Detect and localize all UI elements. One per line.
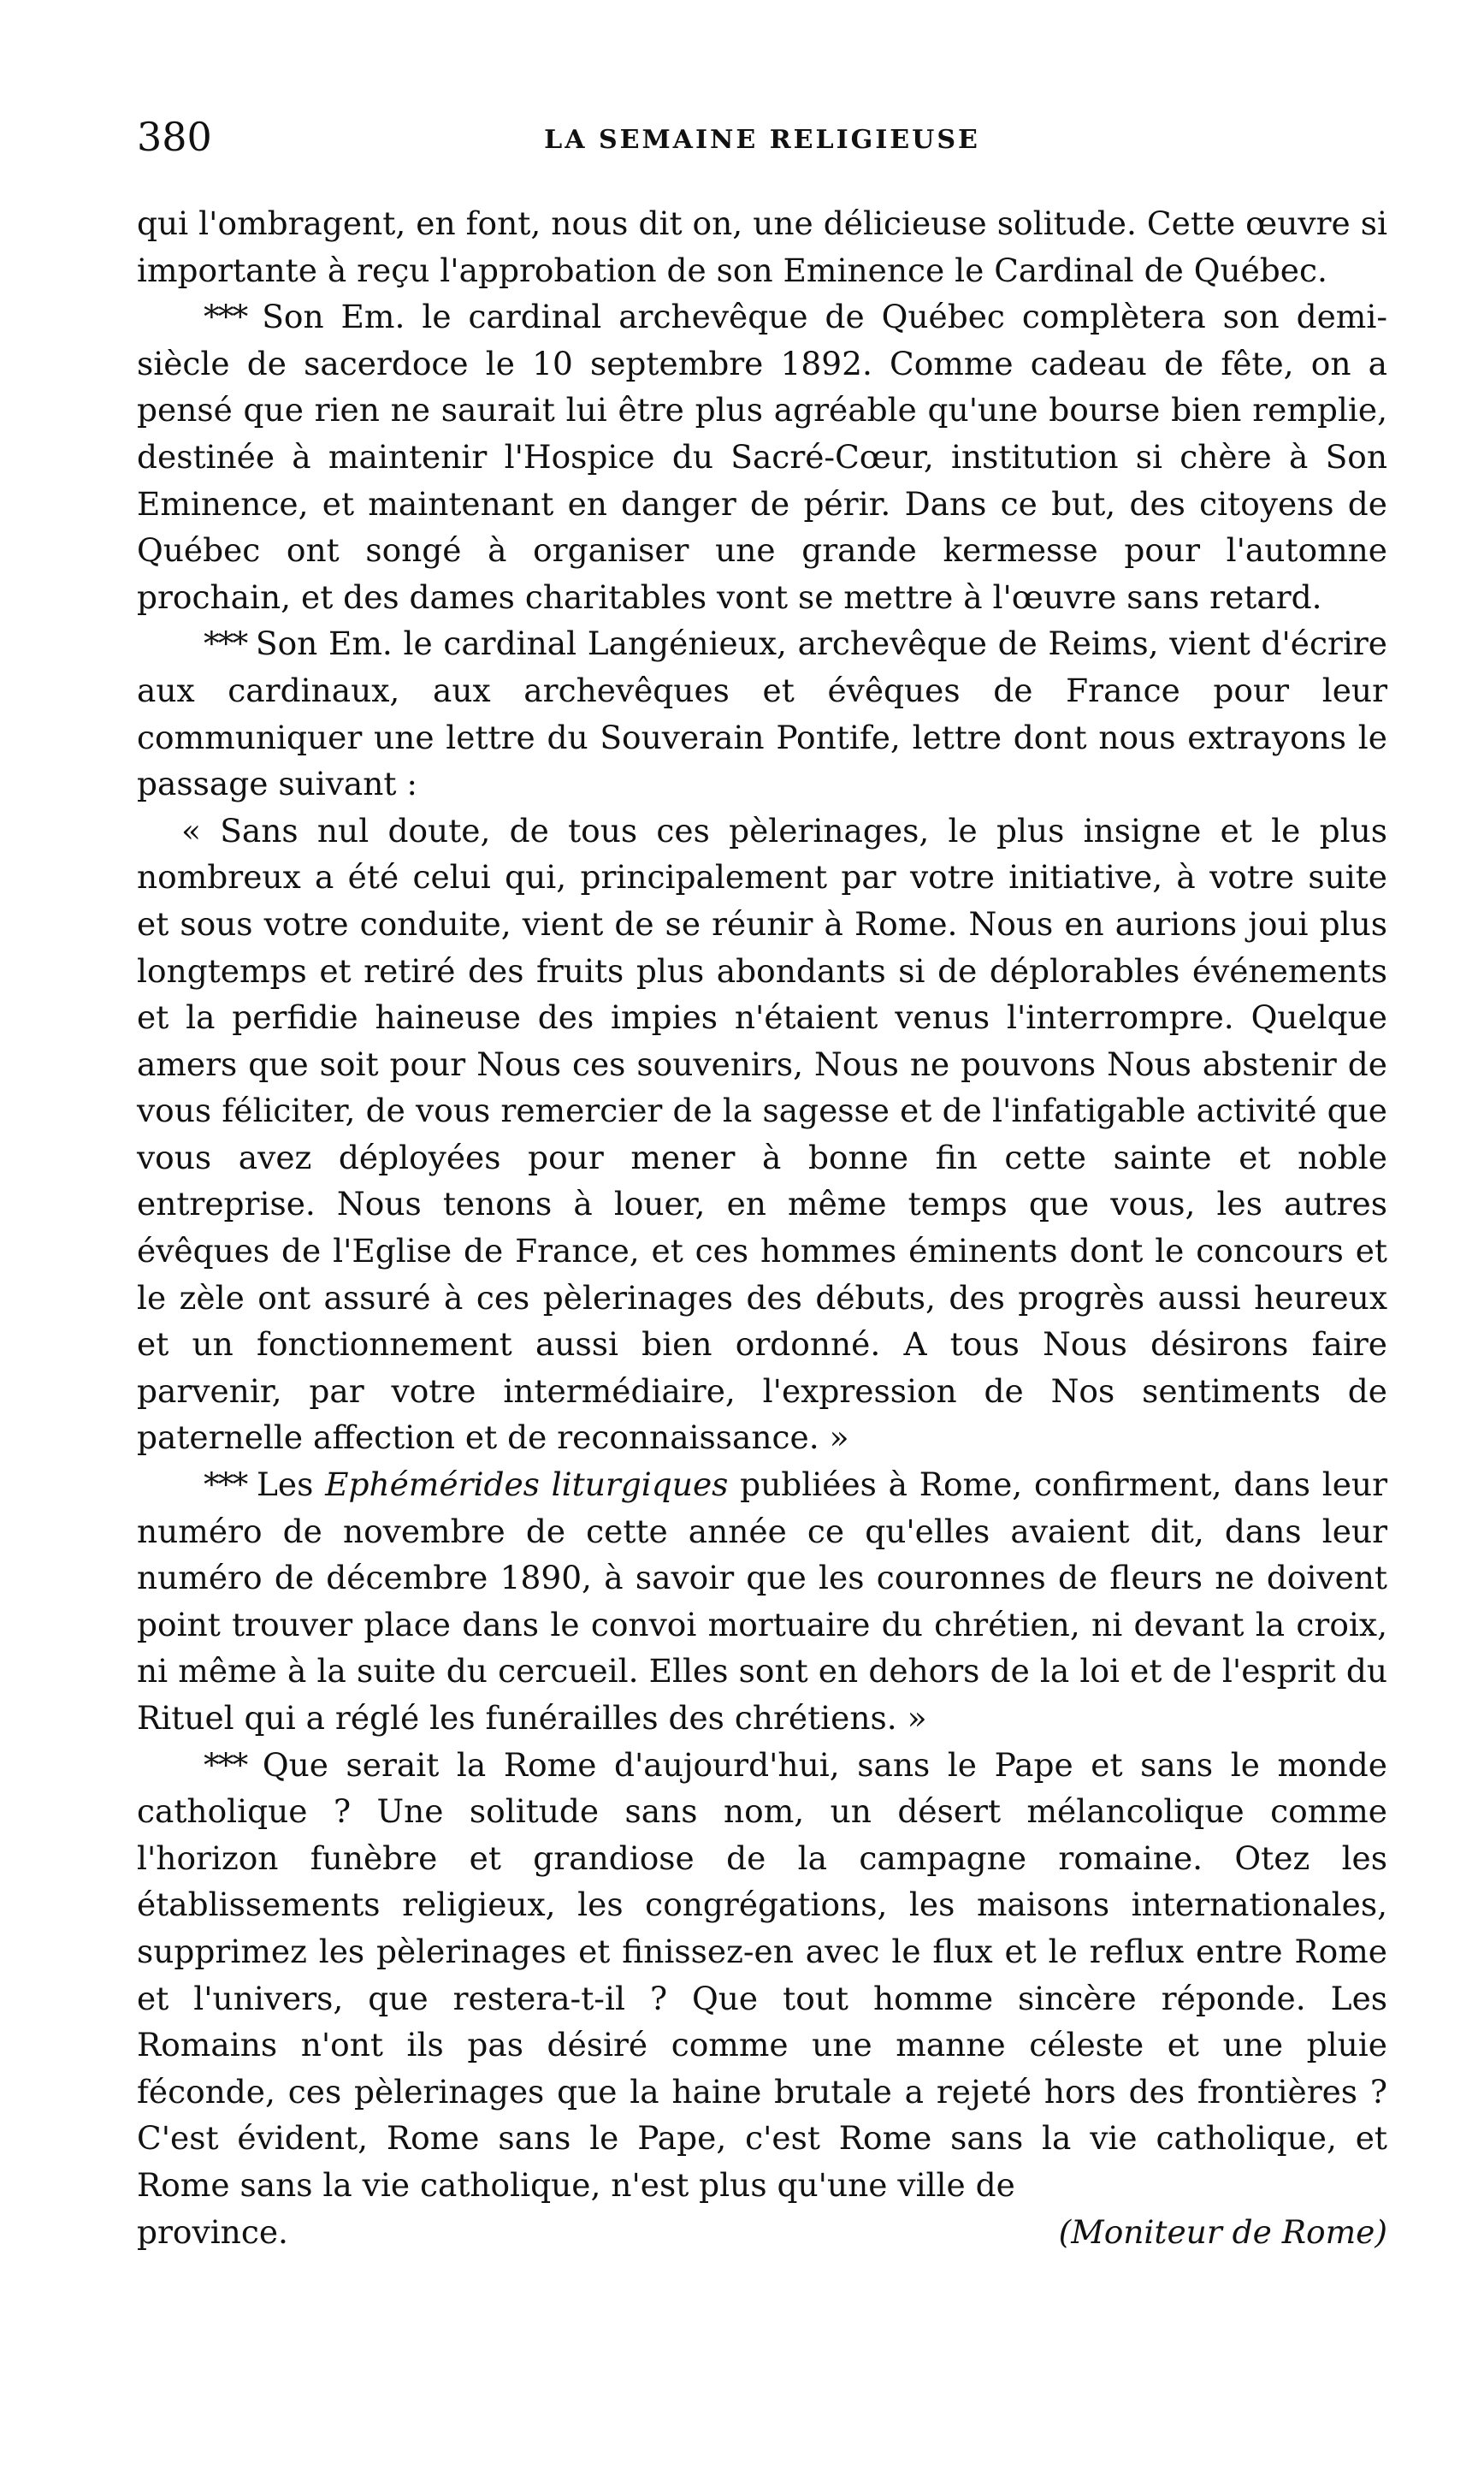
document-page <box>137 111 1387 2255</box>
news-item-langenieux <box>137 620 1387 807</box>
running-title: LA SEMAINE RELIGIEUSE <box>544 125 980 155</box>
closing-word: province. <box>137 2212 288 2251</box>
page-number: 380 <box>137 114 212 160</box>
news-item-text: publiées à Rome, confirment, dans leur numéro de novembre de cette année ce qu'elles avaient dit, dans leur numéro de décembre 1890, à savoir que les couronnes de fleurs ne doivent point trouver place dans le convoi mortuaire du chrétien, ni devant la croix, ni même à la suite du cercueil. Elles sont en dehors de la loi et de l'esprit du Rituel qui a réglé les funérailles des chrétiens. » <box>137 1465 1388 1737</box>
news-item-text: Que serait la Rome d'aujourd'hui, sans le Pape et sans le monde catholique ? Une solitude sans nom, un désert mélancolique comme l'horizon funèbre et grandiose de la campagne romaine. Otez les établissements religieux, les congrégations, les maisons internationales, supprimez les pèlerinages et finissez-en avec le flux et le reflux entre Rome et l'univers, que restera-t-il ? Que tout homme sincère réponde. Les Romains n'ont ils pas désiré comme une manne céleste et une pluie féconde, ces pèlerinages que la haine brutale a rejeté hors des frontières ? C'est évident, Rome sans le Pape, c'est Rome sans la vie catholique, et Rome sans la vie catholique, n'est plus qu'une ville de <box>137 1745 1387 2204</box>
asterism-marker: *** <box>204 1745 263 1784</box>
source-attribution: (Moniteur de Rome) <box>1058 2212 1387 2251</box>
papal-letter-quote: « Sans nul doute, de tous ces pèlerinages, le plus insigne et le plus nombreux a été celui qui, principalement par votre initiative, à votre suite et sous votre conduite, vient de se réunir à Rome. Nous en aurions joui plus longtemps et retiré des fruits plus abondants si de déplorables événements et la perfidie haineuse des impies n'étaient venus l'interrompre. Quelque amers que soit pour Nous ces souvenirs, Nous ne pouvons Nous abstenir de vous féliciter, de vous remercier de la sagesse et de l'infatigable activité que vous avez déployées pour mener à bonne fin cette sainte et noble entreprise. Nous tenons à louer, en même temps que vous, les autres évêques de l'Eglise de France, et ces hommes éminents dont le concours et le zèle ont assuré à ces pèlerinages des débuts, des progrès aussi heureux et un fonctionnement aussi bien ordonné. A tous Nous désirons faire parvenir, par votre intermédiaire, l'expression de Nos sentiments de paternelle affection et de reconnaissance. » <box>137 811 1387 1457</box>
news-item-lead: Les <box>257 1465 326 1504</box>
asterism-marker: *** <box>204 1465 257 1504</box>
news-item-text: Son Em. le cardinal Langénieux, archevêque de Reims, vient d'écrire aux cardinaux, aux archevêques et évêques de France pour leur communiquer une lettre du Souverain Pontife, lettre dont nous extrayons le passage suivant : <box>137 625 1388 803</box>
news-item-text: Son Em. le cardinal archevêque de Québec complètera son demi-siècle de sacerdoce le 10 septembre 1892. Comme cadeau de fête, on a pensé que rien ne saurait lui être plus agréable qu'une bourse bien remplie, destinée à maintenir l'Hospice du Sacré-Cœur, institution si chère à Son Eminence, et maintenant en danger de périr. Dans ce but, des citoyens de Québec ont songé à organiser une grande kermesse pour l'automne prochain, et des dames charitables vont se mettre à l'œuvre sans retard. <box>137 298 1388 616</box>
closing-line <box>137 2209 1387 2256</box>
asterism-marker: *** <box>204 298 263 336</box>
news-item-rome <box>137 1742 1387 2209</box>
paragraph-continuation: qui l'ombragent, en font, nous dit on, une délicieuse solitude. Cette œuvre si importante à reçu l'approbation de son Eminence le Cardinal de Québec. <box>137 204 1387 289</box>
article-body <box>137 200 1387 2255</box>
asterism-marker: *** <box>204 625 256 663</box>
publication-title: Ephémérides liturgiques <box>325 1465 729 1504</box>
page-header <box>137 111 1387 178</box>
news-item-ephemerides <box>137 1461 1387 1742</box>
news-item-jubilee <box>137 293 1387 620</box>
